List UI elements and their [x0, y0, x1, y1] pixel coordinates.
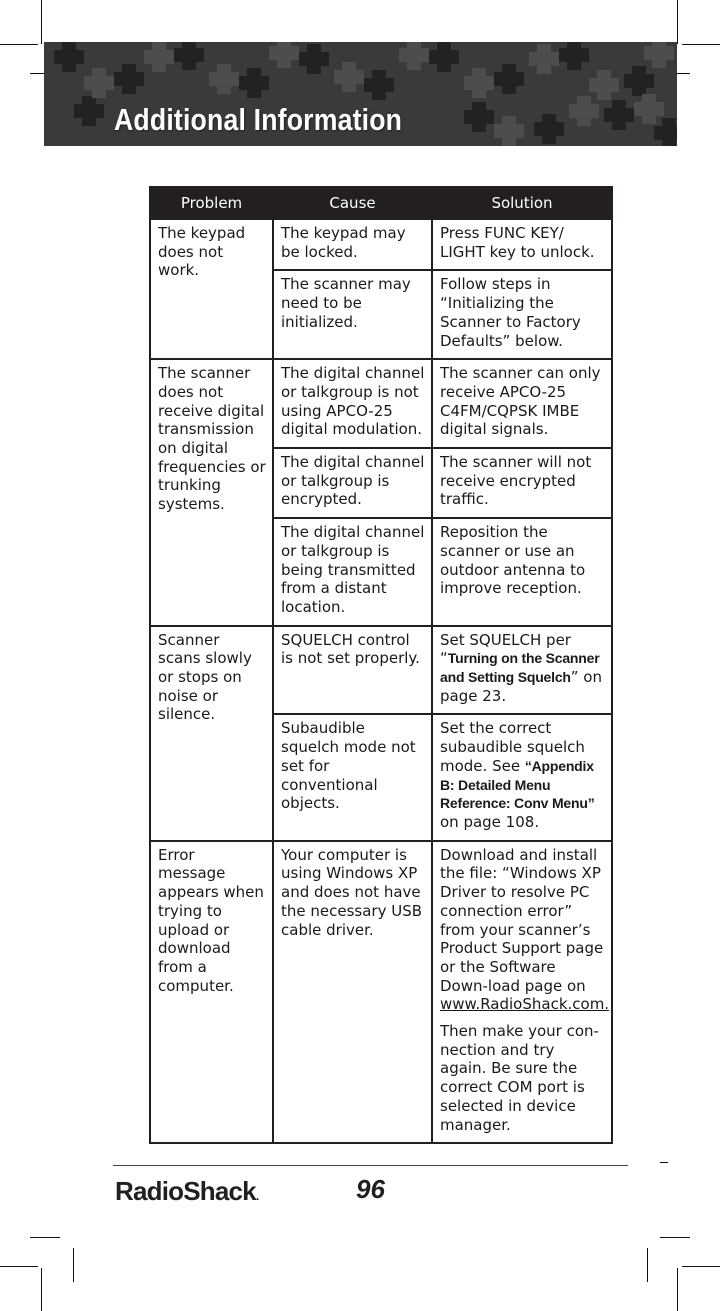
header-cause: Cause: [273, 187, 432, 219]
cause-cell: The digital channel or talkgroup is encrypted.: [273, 448, 432, 518]
solution-cell: The scanner can only receive APCO-25 C4FM/CQPSK IMBE digital signals.: [432, 359, 612, 448]
section-reference: Turning on the Scanner and Setting Squelch: [440, 650, 600, 686]
crop-mark: [41, 0, 42, 44]
solution-text: on page 108.: [440, 812, 540, 831]
solution-cell: Reposition the scanner or use an outdoor antenna to improve reception.: [432, 518, 612, 626]
table-row: [150, 219, 612, 270]
solution-cell: The scanner will not receive encrypted traffic.: [432, 448, 612, 518]
page-number: 96: [356, 1174, 385, 1204]
logo-dot: .: [255, 1189, 259, 1203]
crop-mark: [73, 1248, 74, 1282]
cause-cell: Your computer is using Windows XP and does not have the necessary USB cable driver.: [273, 841, 432, 1144]
solution-text: Set the correct subaudible squelch mode. See: [440, 719, 585, 775]
solution-cell: [432, 626, 612, 715]
crop-mark: [682, 44, 720, 45]
problem-cell: The scanner does not receive digital transmission on digital frequencies or trunking systems.: [150, 359, 273, 625]
solution-cell: Press FUNC KEY/ LIGHT key to unlock.: [432, 219, 612, 270]
solution-cell: [432, 841, 612, 1144]
website-link[interactable]: www.RadioShack.com.: [440, 995, 610, 1014]
table-row: [150, 841, 612, 1144]
problem-cell: Scanner scans slowly or stops on noise or silence.: [150, 626, 273, 841]
header-problem: Problem: [150, 187, 273, 219]
cause-cell: Subaudible squelch mode not set for conventional objects.: [273, 714, 432, 840]
crop-mark: [682, 1266, 720, 1267]
troubleshooting-table: [149, 186, 613, 1144]
radioshack-logo: [115, 1176, 258, 1207]
solution-cell: [432, 714, 612, 840]
crop-mark: [647, 1248, 648, 1282]
solution-text: Download and install the file: “Windows XP Driver to resolve PC connection error” from your scanner’s Product Support page or the Software Down-load page on: [440, 845, 604, 995]
problem-cell: Error message appears when trying to upload or download from a computer.: [150, 841, 273, 1144]
crop-mark: [677, 1268, 678, 1311]
solution-extra: Then make your con-nection and try again. Be sure the correct COM port is selected in device manager.: [440, 1022, 599, 1134]
table-row: [150, 359, 612, 448]
crop-mark: [41, 1268, 42, 1311]
crop-mark: [660, 1162, 668, 1163]
header-banner: [44, 42, 677, 146]
footer-rule: [113, 1165, 628, 1166]
solution-cell: Follow steps in “Initializing the Scanner to Factory Defaults” below.: [432, 270, 612, 359]
logo-text: RadioShack: [115, 1176, 256, 1206]
cause-cell: The keypad may be locked.: [273, 219, 432, 270]
table-row: [150, 626, 612, 715]
solution-text: ” on page 23.: [440, 668, 602, 705]
section-reference: “Appendix B: Detailed Menu Reference: Conv Menu”: [440, 757, 595, 812]
crop-mark: [0, 44, 38, 45]
cause-cell: The scanner may need to be initialized.: [273, 270, 432, 359]
page-title: Additional Information: [114, 102, 403, 137]
cause-cell: The digital channel or talkgroup is not using APCO-25 digital modulation.: [273, 359, 432, 448]
cause-cell: The digital channel or talkgroup is being transmitted from a distant location.: [273, 518, 432, 626]
crop-mark: [677, 0, 678, 44]
solution-text: Set SQUELCH per “: [440, 630, 571, 668]
table-header-row: [150, 187, 612, 219]
header-solution: Solution: [432, 187, 612, 219]
problem-cell: The keypad does not work.: [150, 219, 273, 359]
cause-cell: SQUELCH control is not set properly.: [273, 626, 432, 715]
crop-mark: [0, 1266, 38, 1267]
crop-mark: [30, 1237, 60, 1238]
crop-mark: [660, 1237, 690, 1238]
